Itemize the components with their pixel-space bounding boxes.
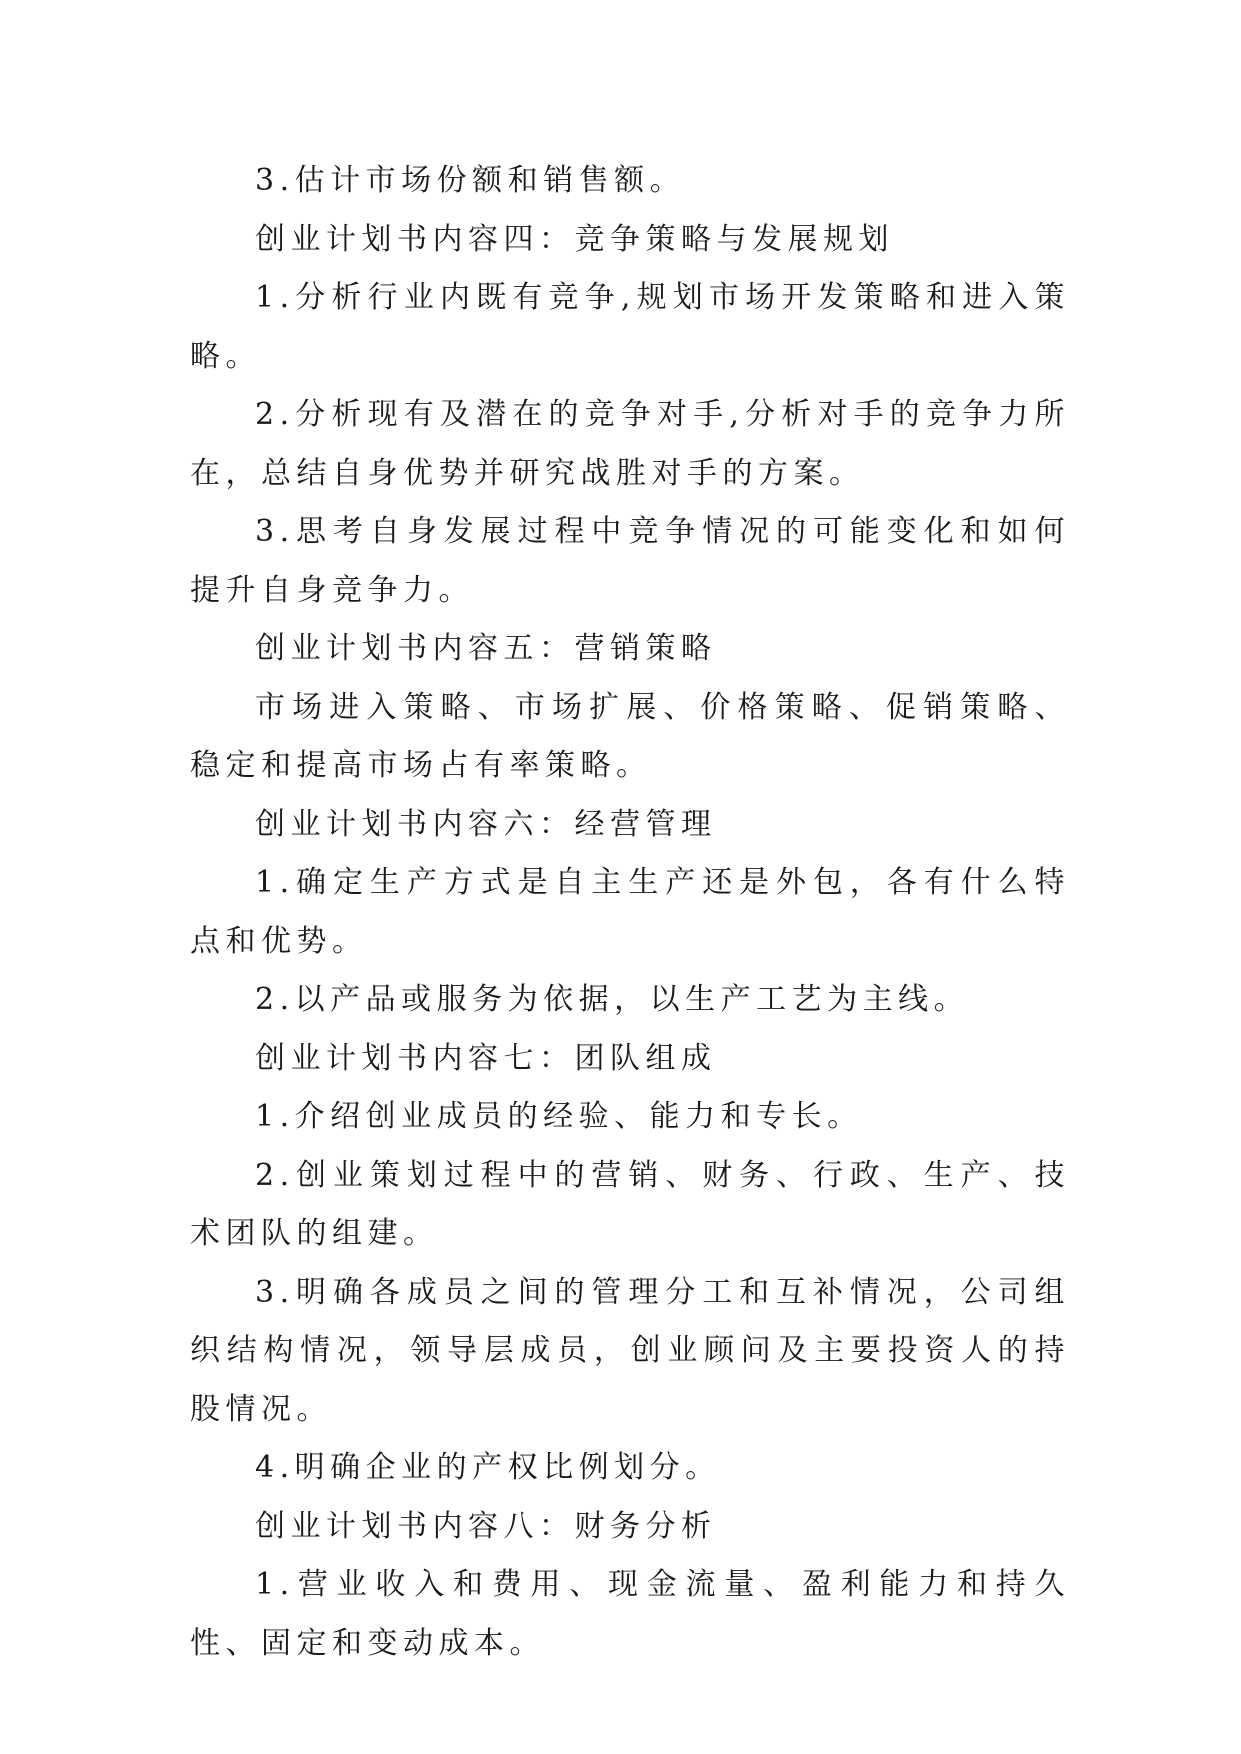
- section-heading-team: 创业计划书内容七：团队组成: [255, 1040, 717, 1076]
- paragraph-team-2: 2.创业策划过程中的营销、财务、行政、生产、技术团队的组建。: [190, 1157, 1070, 1251]
- paragraph-operations-1: 1.确定生产方式是自主生产还是外包，各有什么特点和优势。: [190, 865, 1070, 959]
- paragraph-competition-3: 3.思考自身发展过程中竞争情况的可能变化和如何提升自身竞争力。: [190, 514, 1070, 608]
- document-body: [190, 152, 1070, 1673]
- paragraph-marketing: 市场进入策略、市场扩展、价格策略、促销策略、稳定和提高市场占有率策略。: [190, 689, 1070, 783]
- section-heading-finance: 创业计划书内容八：财务分析: [255, 1508, 717, 1544]
- section-heading-marketing: 创业计划书内容五：营销策略: [255, 631, 717, 666]
- paragraph-finance-1: 1.营业收入和费用、现金流量、盈利能力和持久性、固定和变动成本。: [190, 1567, 1070, 1661]
- paragraph-competition-2: 2.分析现有及潜在的竞争对手,分析对手的竞争力所在，总结自身优势并研究战胜对手的方案。: [190, 397, 1070, 491]
- paragraph-team-3: 3.明确各成员之间的管理分工和互补情况，公司组织结构情况，领导层成员，创业顾问及主要投资人的持股情况。: [190, 1274, 1070, 1427]
- paragraph-competition-1: 1.分析行业内既有竞争,规划市场开发策略和进入策略。: [190, 280, 1070, 374]
- paragraph-market-share: 3.估计市场份额和销售额。: [255, 163, 686, 198]
- paragraph-operations-2: 2.以产品或服务为依据，以生产工艺为主线。: [255, 982, 970, 1017]
- section-heading-operations: 创业计划书内容六：经营管理: [255, 806, 717, 842]
- paragraph-team-1: 1.介绍创业成员的经验、能力和专长。: [255, 1099, 863, 1134]
- section-heading-competition: 创业计划书内容四：竞争策略与发展规划: [255, 221, 894, 257]
- paragraph-team-4: 4.明确企业的产权比例划分。: [255, 1450, 721, 1485]
